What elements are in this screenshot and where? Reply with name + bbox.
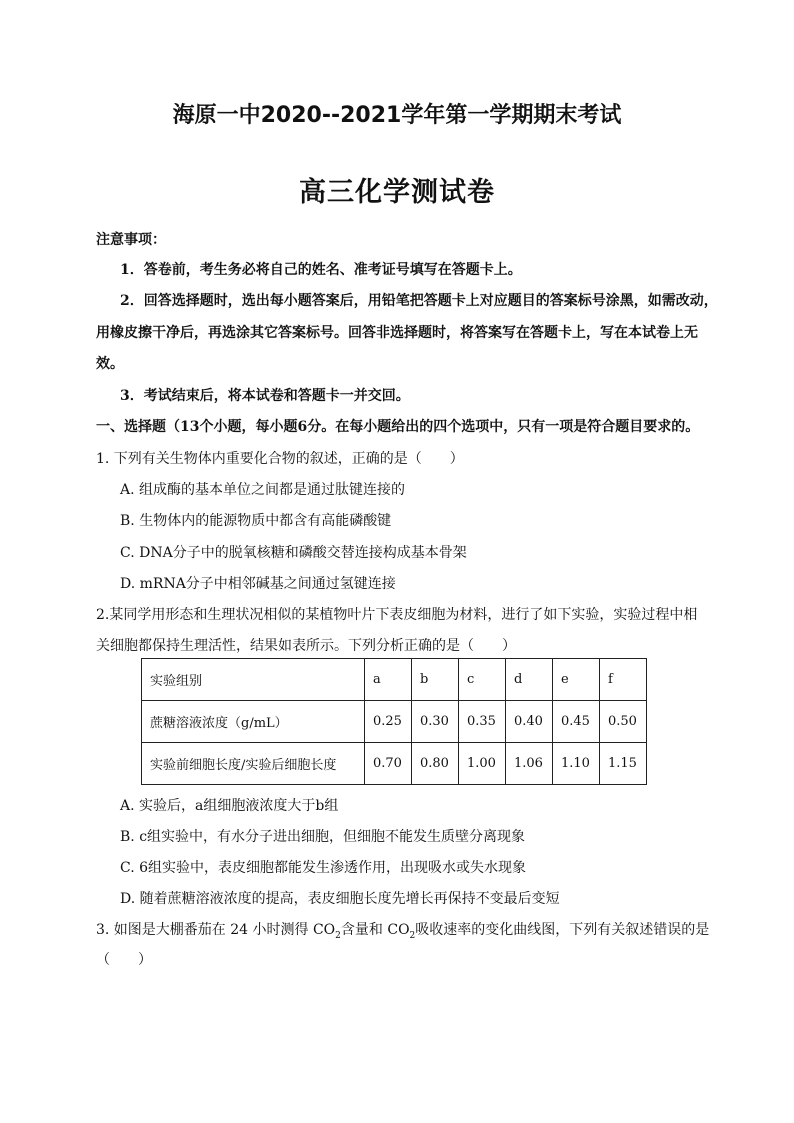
table-cell: b [412, 659, 459, 701]
question-1-stem: 1. 下列有关生物体内重要化合物的叙述，正确的是（ ） [96, 451, 464, 467]
question-1-option-d: D. mRNA分子中相邻碱基之间通过氢键连接 [120, 576, 396, 592]
section-heading: 一、选择题（13个小题，每小题6分。在每小题给出的四个选项中，只有一项是符合题目要求的。 [96, 419, 700, 435]
note-2-line-2: 用橡皮擦干净后，再选涂其它答案标号。回答非选择题时，将答案写在答题卡上，写在本试卷上无 [96, 325, 698, 341]
question-3-stem [96, 919, 709, 941]
experiment-table [141, 658, 647, 785]
exam-title: 海原一中2020--2021学年第一学期期末考试 [172, 103, 622, 128]
question-1-option-a: A. 组成酶的基本单位之间都是通过肽键连接的 [120, 482, 406, 498]
note-3: 3．考试结束后，将本试卷和答题卡一并交回。 [120, 388, 410, 404]
question-3-text-1: 3. 如图是大棚番茄在 24 小时测得 CO [96, 922, 336, 938]
table-cell: 0.35 [459, 701, 506, 743]
table-row [142, 701, 647, 743]
table-cell: 0.30 [412, 701, 459, 743]
table-row [142, 659, 647, 701]
table-cell: 0.40 [506, 701, 553, 743]
question-3-text-3: 吸收速率的变化曲线图，下列有关叙述错误的是 [415, 922, 710, 938]
exam-subtitle: 高三化学测试卷 [299, 177, 495, 208]
table-cell: 0.45 [553, 701, 600, 743]
table-cell: 0.80 [412, 743, 459, 785]
note-1: 1．答卷前，考生务必将自己的姓名、准考证号填写在答题卡上。 [120, 262, 522, 278]
question-2-stem-line-1: 2.某同学用形态和生理状况相似的某植物叶片下表皮细胞为材料，进行了如下实验，实验过程中相 [96, 607, 698, 623]
table-cell: 0.70 [365, 743, 412, 785]
table-cell: e [553, 659, 600, 701]
table-cell: f [600, 659, 647, 701]
question-3-answer-paren: （ ） [96, 952, 152, 968]
table-cell: 0.50 [600, 701, 647, 743]
table-cell: 1.06 [506, 743, 553, 785]
table-cell: c [459, 659, 506, 701]
question-3-text-2: 含量和 CO [340, 922, 410, 938]
table-cell: 1.15 [600, 743, 647, 785]
question-2-option-a: A. 实验后，a组细胞液浓度大于b组 [120, 798, 339, 814]
table-cell: 实验组别 [142, 659, 365, 701]
note-2-line-1: 2．回答选择题时，选出每小题答案后，用铅笔把答题卡上对应题目的答案标号涂黑，如需改动， [120, 293, 718, 309]
question-2-option-b: B. c组实验中，有水分子进出细胞，但细胞不能发生质壁分离现象 [120, 829, 526, 845]
table-cell: 0.25 [365, 701, 412, 743]
question-2-option-c: C. 6组实验中，表皮细胞都能发生渗透作用，出现吸水或失水现象 [120, 860, 527, 876]
question-1-option-b: B. 生物体内的能源物质中都含有高能磷酸键 [120, 513, 392, 529]
table-cell: 1.10 [553, 743, 600, 785]
note-2-line-3: 效。 [96, 356, 124, 372]
table-cell: a [365, 659, 412, 701]
notes-heading: 注意事项： [96, 232, 166, 248]
table-row [142, 743, 647, 785]
table-cell: 蔗糖溶液浓度（g/mL） [142, 701, 365, 743]
subscript-2: 2 [335, 930, 341, 941]
table-cell: 1.00 [459, 743, 506, 785]
subscript-2: 2 [409, 930, 416, 941]
table-cell: 实验前细胞长度/实验后细胞长度 [142, 743, 365, 785]
table-cell: d [506, 659, 553, 701]
question-2-option-d: D. 随着蔗糖溶液浓度的提高，表皮细胞长度先增长再保持不变最后变短 [120, 891, 560, 907]
question-1-option-c: C. DNA分子中的脱氧核糖和磷酸交替连接构成基本骨架 [120, 545, 467, 561]
question-2-stem-line-2: 关细胞都保持生理活性，结果如表所示。下列分析正确的是（ ） [96, 638, 516, 654]
